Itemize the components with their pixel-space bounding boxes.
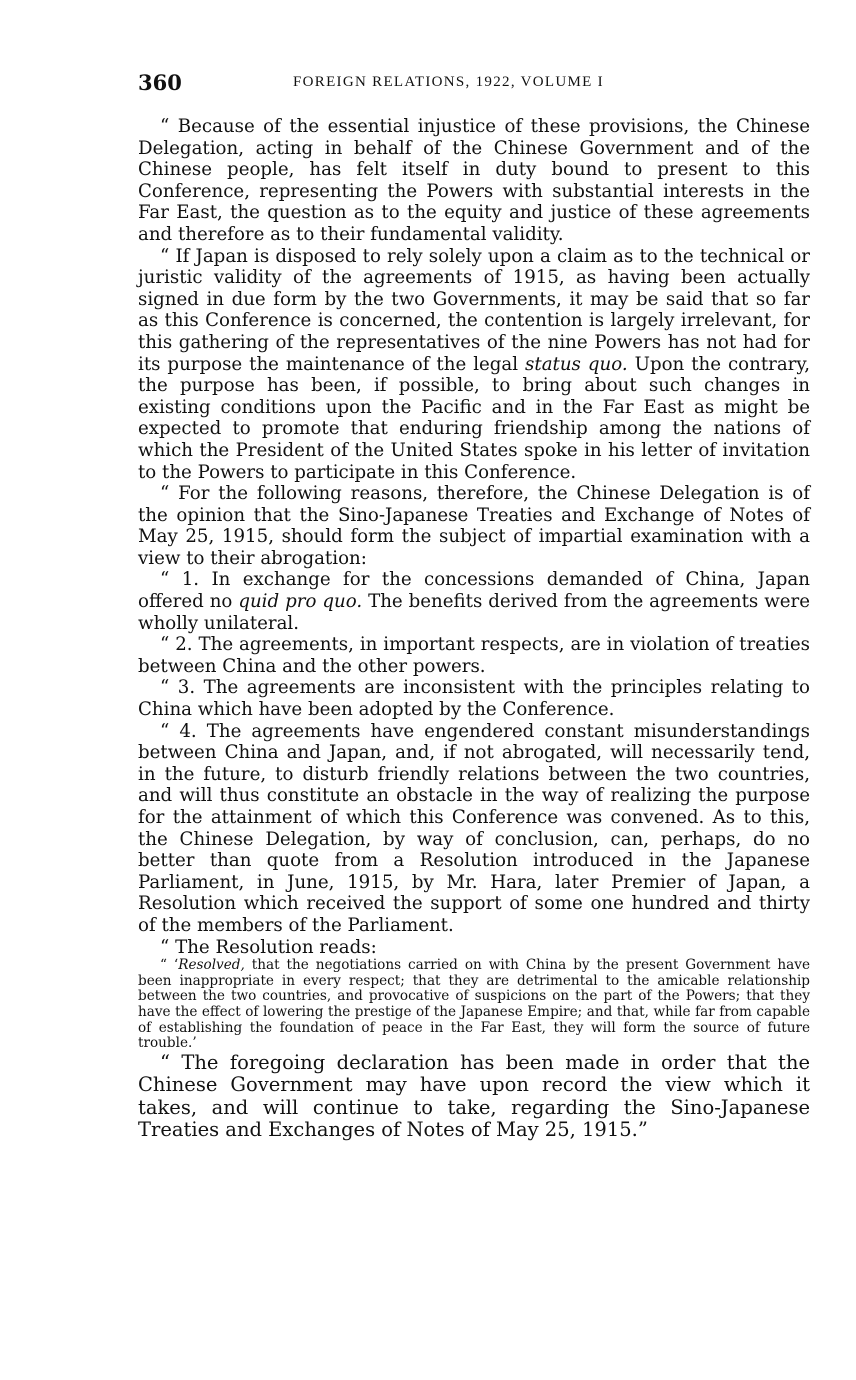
paragraph-text: Upon the contrary, the purpose has been, if possible, to bring about such changes in existing conditions upon the Pacific and in the Far East as might be expected to promote that enduring friendship among the nations of which the President of the United States spoke in his letter of invitation to the Powers to participate in this Conference. [138,353,811,483]
paragraph-text: “ 1. In exchange for the concessions demanded of China, Japan offered no [138,569,810,613]
paragraph-reasons: “ For the following reasons, therefore, the Chinese Delegation is of the opinion that the Sino-Japanese Treaties and Exchange of Notes of May 25, 1915, should form the subject of impartial examination with a view to their abrogation: [138,483,810,569]
paragraph-validity [138,246,810,484]
quote-mark: “ ‘ [160,957,179,974]
italic-term: status quo. [525,353,628,375]
page-header [138,70,810,100]
resolution-quote [138,958,810,1052]
italic-term: Resolved, [178,957,245,974]
paragraph-point-1 [138,569,810,634]
page-number: 360 [138,70,182,95]
paragraph-point-2: “ 2. The agreements, in important respects, are in violation of treaties between China and the other powers. [138,634,810,677]
quote-text: that the negotiations carried on with China by the present Government have been inappropriate in every respect; that they are detrimental to the amicable relationship between the two countries, and provocative of suspicions on the part of the Powers; that they have the effect of lowering the prestige of the Japanese Empire; and that, while far from capable of establishing the foundation of peace in the Far East, they will form the source of future trouble.’ [138,957,810,1052]
paragraph-point-3: “ 3. The agreements are inconsistent with the principles relating to China which have been adopted by the Conference. [138,677,810,721]
paragraph-injustice: “ Because of the essential injustice of these provisions, the Chinese Delegation, acting in behalf of the Chinese Government and of the Chinese people, has felt itself in duty bound to present to this Conference, representing the Powers with substantial interests in the Far East, the question as to the equity and justice of these agreements and therefore as to their fundamental validity. [138,116,810,245]
paragraph-point-4: “ 4. The agreements have engendered constant misunderstandings between China and Japan, and, if not abrogated, will necessarily tend, in the future, to disturb friendly relations between the two countries, and will thus constitute an obstacle in the way of realizing the purpose for the attainment of which this Conference was convened. As to this, the Chinese Delegation, by way of conclusion, can, perhaps, do no better than quote from a Resolution introduced in the Japanese Parliament, in June, 1915, by Mr. Hara, later Premier of Japan, a Resolution which received the support of some one hundred and thirty of the members of the Parliament. [138,720,810,936]
italic-term: quid pro quo. [238,591,363,613]
body-text [138,116,810,1142]
paragraph-text: The benefits derived from the agreements were wholly unilateral. [138,591,810,634]
paragraph-text: “ If Japan is disposed to rely solely upon a claim as to the technical or juristic validity of the agreements of 1915, as having been actually signed in due form by the two Governments, it may be said that so far as this Conference is concerned, the contention is largely irrelevant, for this gathering of the representatives of the nine Powers has not had for its purpose the maintenance of the legal [138,245,810,375]
paragraph-closing: “ The foregoing declaration has been made in order that the Chinese Government may have upon record the view which it takes, and will continue to take, regarding the Sino-Japanese Treaties and Exchanges of Notes of May 25, 1915.” [138,1050,810,1142]
running-head: FOREIGN RELATIONS, 1922, VOLUME I [293,74,604,90]
paragraph-resolution-intro: “ The Resolution reads: [160,936,377,958]
